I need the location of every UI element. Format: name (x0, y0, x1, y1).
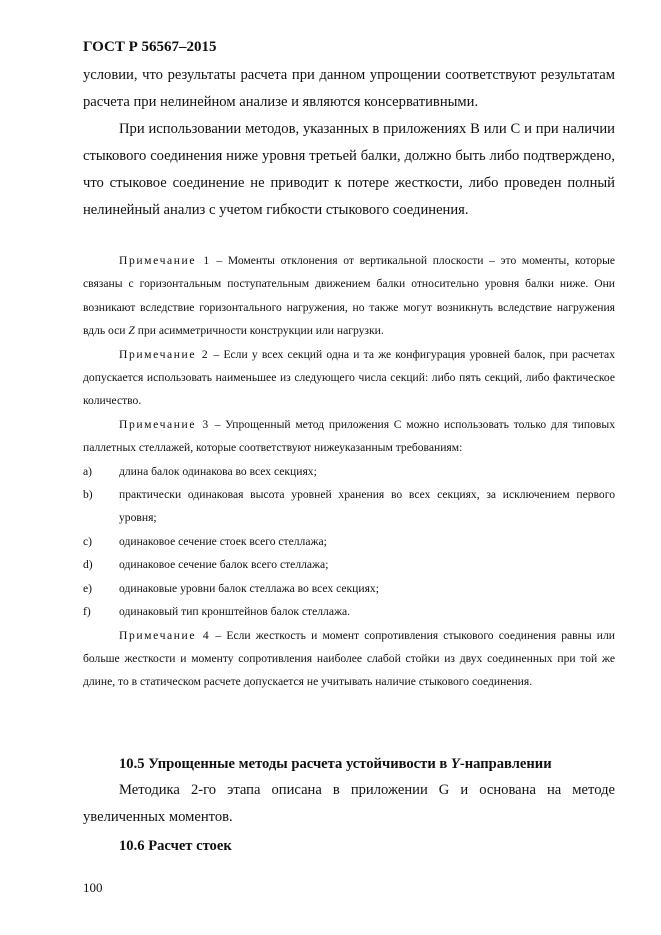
section-10-5 (83, 756, 615, 831)
list-text: одинаковый тип кронштейнов балок стеллажа. (119, 605, 351, 619)
note-1-text-end: при асимметричности конструкции или нагрузки. (134, 324, 384, 338)
list-text: практически одинаковая высота уровней хранения во всех секциях, за исключением первого уровня; (119, 488, 615, 525)
note-4 (83, 624, 615, 694)
note-4-label: Примечание 4 (119, 628, 211, 642)
note-4-text: – Если жесткость и момент сопротивления стыкового соединения равны или больше жесткости и моменту сопротивления наиболее слабой стойки из двух соединенных при той же длине, то в статическом расчете допускается не учитывать наличие стыкового соединения. (83, 628, 615, 689)
section-10-5-heading (83, 756, 615, 773)
note-1-text: – Моменты отклонения от вертикальной плоскости – это моменты, которые связаны с горизонтальным поступательным движением балки относительно уровня балки ниже. Они возникают вследствие горизонтального нагружения, но также могут возникнуть вследствие нагружения вдль оси (83, 254, 616, 338)
list-item (83, 553, 615, 576)
list-marker: a) (83, 464, 93, 478)
note-3-label: Примечание 3 (119, 417, 210, 431)
main-text (83, 62, 615, 224)
note-1-label: Примечание 1 (119, 254, 211, 267)
list-item (83, 460, 615, 483)
list-marker: b) (83, 488, 93, 502)
paragraph-continuation: условии, что результаты расчета при данном упрощении соответствуют результатам расчета при нелинейном анализе и являются консервативными. (83, 67, 615, 110)
list-item (83, 600, 615, 623)
list-marker: d) (83, 558, 93, 572)
note-1-axis: Z (128, 324, 135, 338)
requirements-list (83, 460, 615, 624)
section-10-6 (83, 838, 615, 855)
list-text: одинаковые уровни балок стеллажа во всех секциях; (119, 581, 379, 595)
note-2 (83, 343, 615, 413)
heading-text-end: -направлении (459, 756, 552, 772)
heading-axis: Y (450, 756, 460, 772)
note-3 (83, 413, 615, 460)
notes-block (83, 249, 615, 694)
paragraph-joint-connection: При использовании методов, указанных в приложениях В или С и при наличии стыкового соединения ниже уровня третьей балки, должно быть либо подтверждено, что стыковое соединение не приводит к потере жесткости, либо проведен полный нелинейный анализ с учетом гибкости стыкового соединения. (83, 121, 615, 218)
section-10-6-heading: 10.6 Расчет стоек (119, 838, 232, 854)
note-3-text: – Упрощенный метод приложения С можно использовать только для типовых паллетных стеллажей, которые соответствуют нижеуказанным требованиям: (83, 417, 615, 455)
heading-text: 10.5 Упрощенные методы расчета устойчивости в (119, 756, 451, 772)
list-item (83, 530, 615, 553)
section-10-5-text: Методика 2-го этапа описана в приложении G и основана на методе увеличенных моментов. (83, 782, 615, 825)
list-text: одинаковое сечение балок всего стеллажа; (119, 558, 329, 572)
note-2-text: – Если у всех секций одна и та же конфигурация уровней балок, при расчетах допускается использовать наименьшее из следующего числа секций: либо пять секций, либо фактическое количество. (83, 347, 615, 408)
note-2-label: Примечание 2 (119, 347, 210, 361)
list-marker: f) (83, 605, 91, 619)
page-number: 100 (83, 880, 103, 895)
list-item (83, 577, 615, 600)
list-marker: e) (83, 581, 93, 595)
note-1 (83, 249, 615, 343)
list-text: длина балок одинакова во всех секциях; (119, 464, 317, 478)
list-marker: c) (83, 534, 93, 548)
list-text: одинаковое сечение стоек всего стеллажа; (119, 534, 327, 548)
list-item (83, 483, 615, 530)
document-header: ГОСТ Р 56567–2015 (83, 39, 217, 55)
